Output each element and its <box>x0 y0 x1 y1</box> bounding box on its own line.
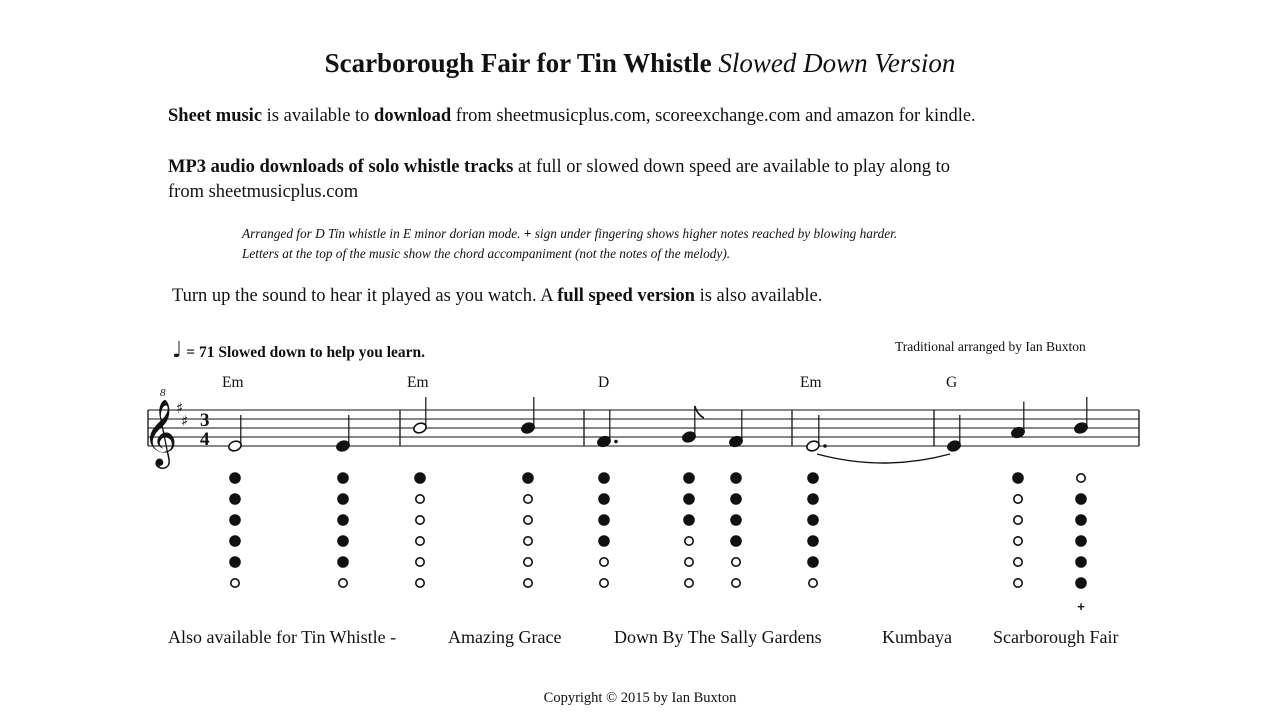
covered-hole-icon <box>338 515 348 525</box>
open-hole-icon <box>685 558 693 566</box>
full-speed-bold: full speed version <box>557 286 695 306</box>
text-span: from sheetmusicplus.com <box>168 182 359 202</box>
open-hole-icon <box>1077 474 1085 482</box>
open-hole-icon <box>809 579 817 587</box>
copyright: Copyright © 2015 by Ian Buxton <box>543 690 737 706</box>
key-signature-sharp-icon: ♯ <box>181 412 189 430</box>
tempo-text: = 71 Slowed down to help you learn. <box>186 344 426 361</box>
chord-label: Em <box>800 374 822 391</box>
note-dot <box>823 444 827 448</box>
open-hole-icon <box>416 579 424 587</box>
covered-hole-icon <box>731 536 741 546</box>
text-span: is also available. <box>694 286 823 306</box>
covered-hole-icon <box>731 515 741 525</box>
covered-hole-icon <box>230 536 240 546</box>
open-hole-icon <box>416 537 424 545</box>
covered-hole-icon <box>808 515 818 525</box>
open-hole-icon <box>524 537 532 545</box>
covered-hole-icon <box>338 557 348 567</box>
covered-hole-icon <box>684 515 694 525</box>
also-available-item: Kumbaya <box>882 627 952 647</box>
covered-hole-icon <box>415 473 425 483</box>
open-hole-icon <box>1014 516 1022 524</box>
open-hole-icon <box>1014 537 1022 545</box>
open-hole-icon <box>524 558 532 566</box>
mp3-bold: MP3 audio downloads of solo whistle tracks <box>168 157 514 177</box>
chord-label: D <box>598 374 610 391</box>
open-hole-icon <box>1014 558 1022 566</box>
covered-hole-icon <box>230 557 240 567</box>
plus-sign: + <box>523 226 532 241</box>
open-hole-icon <box>416 516 424 524</box>
title-sub: Slowed Down Version <box>718 48 956 78</box>
open-hole-icon <box>524 516 532 524</box>
covered-hole-icon <box>808 536 818 546</box>
covered-hole-icon <box>731 494 741 504</box>
chord-label: Em <box>222 374 244 391</box>
open-hole-icon <box>685 537 693 545</box>
covered-hole-icon <box>808 557 818 567</box>
covered-hole-icon <box>1076 494 1086 504</box>
note-dot <box>614 440 618 444</box>
text-span: is available to <box>262 106 375 126</box>
arranger-credit: Traditional arranged by Ian Buxton <box>895 339 1086 354</box>
covered-hole-icon <box>230 473 240 483</box>
covered-hole-icon <box>808 494 818 504</box>
note-line-2: Letters at the top of the music show the chord accompaniment (not the notes of the melody). <box>242 246 731 261</box>
treble-clef-icon: 𝄞 <box>143 398 178 466</box>
open-hole-icon <box>732 579 740 587</box>
tie <box>817 454 950 463</box>
open-hole-icon <box>231 579 239 587</box>
text-span: from sheetmusicplus.com, scoreexchange.com and amazon for kindle. <box>451 106 976 126</box>
covered-hole-icon <box>684 473 694 483</box>
covered-hole-icon <box>808 473 818 483</box>
open-hole-icon <box>339 579 347 587</box>
covered-hole-icon <box>523 473 533 483</box>
covered-hole-icon <box>1076 578 1086 588</box>
open-hole-icon <box>1014 579 1022 587</box>
covered-hole-icon <box>338 473 348 483</box>
also-available-label: Also available for Tin Whistle - <box>168 627 397 647</box>
covered-hole-icon <box>599 473 609 483</box>
note-flag <box>695 406 704 418</box>
covered-hole-icon <box>684 494 694 504</box>
open-hole-icon <box>685 579 693 587</box>
open-hole-icon <box>1014 495 1022 503</box>
covered-hole-icon <box>731 473 741 483</box>
text-span: Turn up the sound to hear it played as you watch. A <box>172 286 558 306</box>
open-hole-icon <box>524 579 532 587</box>
download-bold: download <box>374 106 452 126</box>
covered-hole-icon <box>1076 557 1086 567</box>
time-signature-bottom: 4 <box>200 429 210 450</box>
chord-label: G <box>946 374 958 391</box>
open-hole-icon <box>524 495 532 503</box>
covered-hole-icon <box>1013 473 1023 483</box>
covered-hole-icon <box>338 536 348 546</box>
open-hole-icon <box>600 579 608 587</box>
covered-hole-icon <box>1076 515 1086 525</box>
chord-label: Em <box>407 374 429 391</box>
covered-hole-icon <box>599 515 609 525</box>
covered-hole-icon <box>1076 536 1086 546</box>
octave-mark: 8 <box>160 387 166 399</box>
overblow-plus-mark: + <box>1077 599 1085 614</box>
covered-hole-icon <box>599 536 609 546</box>
open-hole-icon <box>416 495 424 503</box>
time-signature-top: 3 <box>200 410 210 431</box>
open-hole-icon <box>600 558 608 566</box>
also-available-item: Amazing Grace <box>448 627 562 647</box>
text-span: at full or slowed down speed are available to play along to <box>513 157 951 177</box>
quarter-note-icon: ♩ <box>172 338 183 363</box>
open-hole-icon <box>732 558 740 566</box>
note-line-1b: sign under fingering shows higher notes reached by blowing harder. <box>531 226 898 241</box>
also-available-item: Down By The Sally Gardens <box>614 627 822 647</box>
also-available-item: Scarborough Fair <box>993 627 1119 647</box>
title-main: Scarborough Fair for Tin Whistle <box>324 48 712 78</box>
key-signature-sharp-icon: ♯ <box>176 399 184 417</box>
covered-hole-icon <box>599 494 609 504</box>
covered-hole-icon <box>230 494 240 504</box>
covered-hole-icon <box>338 494 348 504</box>
covered-hole-icon <box>230 515 240 525</box>
note-line-1: Arranged for D Tin whistle in E minor dorian mode. <box>242 226 521 241</box>
open-hole-icon <box>416 558 424 566</box>
sheet-music-bold: Sheet music <box>168 106 263 126</box>
